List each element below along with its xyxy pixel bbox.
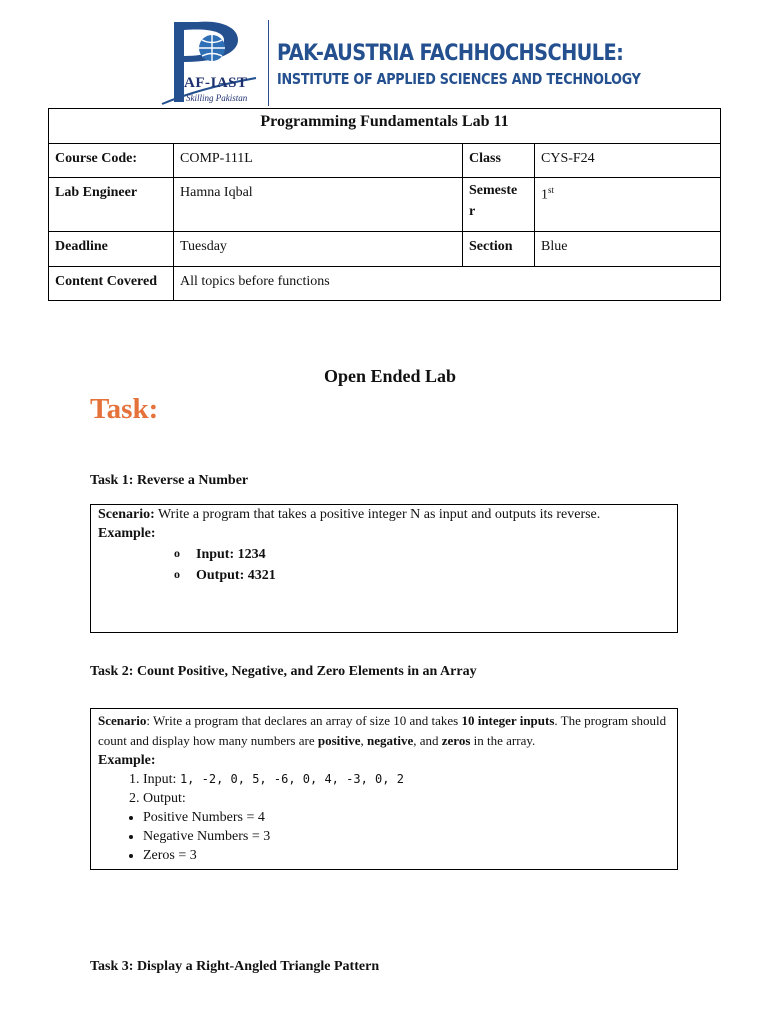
task3-title: Task 3: Display a Right-Angled Triangle Pattern (90, 959, 380, 974)
table-row (49, 232, 721, 267)
task2-box (90, 708, 678, 870)
task-heading: Task: (90, 393, 159, 425)
task2-scenario: Scenario: Write a program that declares an array of size 10 and takes 10 integer inputs. The program should count and display how many numbers are positive, negative, and zeros in the array. (98, 713, 667, 748)
task2-example-label: Example: (98, 753, 156, 768)
semester-label: Semeste r (463, 178, 535, 232)
task1-title: Task 1: Reverse a Number (90, 473, 249, 488)
course-code-label: Course Code: (49, 144, 174, 178)
class-value: CYS-F24 (535, 144, 721, 178)
table-title-row (49, 109, 721, 144)
task1-input: o Input: 1234 (174, 546, 266, 562)
brand-tagline: Skilling Pakistan (186, 93, 248, 103)
task1-output: o Output: 4321 (174, 567, 276, 583)
task2-output-list (98, 808, 670, 865)
table-row (49, 144, 721, 178)
section-label: Section (463, 232, 535, 267)
lab-engineer-value: Hamna Iqbal (174, 178, 463, 232)
brand-name: AF-IAST (184, 75, 248, 91)
course-info-table (48, 108, 721, 301)
table-row (49, 178, 721, 232)
task2-input: 1. Input: 1, -2, 0, 5, -6, 0, 4, -3, 0, 2 (143, 770, 670, 789)
lab-engineer-label: Lab Engineer (49, 178, 174, 232)
content-covered-label: Content Covered (49, 267, 174, 301)
task1-box (90, 504, 678, 633)
lab-title: Programming Fundamentals Lab 11 (49, 109, 721, 144)
class-label: Class (463, 144, 535, 178)
semester-value: 1st (535, 178, 721, 232)
institution-title: PAK-AUSTRIA FACHHOCHSCHULE: (277, 40, 624, 66)
task2-output-label: 2. Output: (143, 789, 670, 808)
institution-subtitle: INSTITUTE OF APPLIED SCIENCES AND TECHNOLOGY (277, 70, 641, 88)
list-item: • Positive Numbers = 4 (143, 808, 670, 827)
content-covered-value: All topics before functions (174, 267, 721, 301)
task2-title: Task 2: Count Positive, Negative, and Zero Elements in an Array (90, 664, 477, 679)
list-item: • Zeros = 3 (143, 846, 670, 865)
deadline-value: Tuesday (174, 232, 463, 267)
header-divider (268, 20, 269, 106)
task1-scenario: Scenario: Write a program that takes a positive integer N as input and outputs its reverse. (98, 507, 601, 522)
section-value: Blue (535, 232, 721, 267)
course-code-value: COMP-111L (174, 144, 463, 178)
table-row (49, 267, 721, 301)
lab-heading: Open Ended Lab (323, 366, 457, 386)
list-item: • Negative Numbers = 3 (143, 827, 670, 846)
deadline-label: Deadline (49, 232, 174, 267)
task1-example-label: Example: (98, 526, 156, 541)
task2-steps (98, 770, 670, 808)
